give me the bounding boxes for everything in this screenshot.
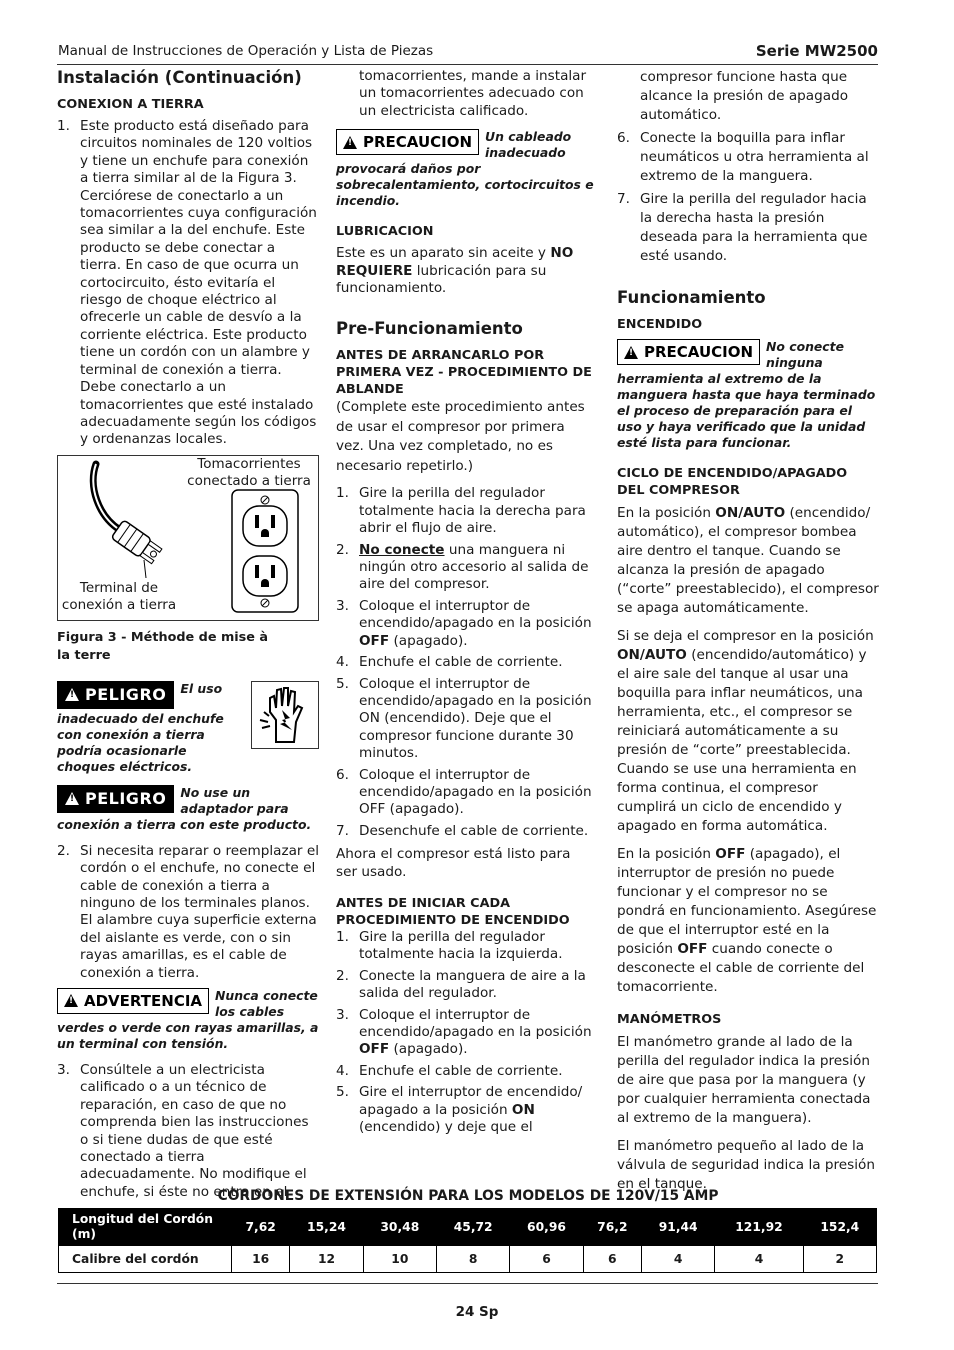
danger-badge: ! PELIGRO: [57, 681, 174, 709]
caution-text: Un cableado inadecuado provocará daños por sobrecalentamiento, cortocircuitos e incendio.: [336, 129, 594, 209]
table-cell: 152,4: [803, 1209, 876, 1246]
continued-text: compresor funcione hasta que alcance la presión de apagado automático.: [640, 69, 849, 123]
header-rule: [57, 64, 878, 65]
table-cell: 91,44: [642, 1209, 715, 1246]
warning-badge: ! ADVERTENCIA: [57, 988, 209, 1014]
manual-title: Manual de Instrucciones de Operación y Lista de Piezas: [58, 43, 434, 59]
subhead-gauges: MANÓMETROS: [617, 1012, 722, 1027]
danger-badge: ! PELIGRO: [57, 785, 174, 813]
list-item: 6. Conecte la boquilla para inflar neumáticos u otra herramienta al extremo de la manguera.: [617, 130, 869, 184]
column-2: [336, 68, 594, 1142]
table-cell: 6: [583, 1246, 641, 1273]
table-cell: 76,2: [583, 1209, 641, 1246]
subhead-each-start: ANTES DE INICIAR CADA PROCEDIMIENTO DE ENCENDIDO: [336, 895, 570, 928]
grounding-list-cont: [57, 843, 319, 982]
danger-text-1: El uso inadecuado del enchufe con conexión a tierra podría ocasionarle choques eléctricos.: [57, 680, 224, 774]
danger-text-2: No use un adaptador para conexión a tierra con este producto.: [57, 784, 312, 832]
list-item: 3. Coloque el interruptor de encendido/apagado en la posición OFF (apagado).: [336, 1006, 592, 1058]
list-item: 2. Si necesita reparar o reemplazar el cordón o el enchufe, no conecte el cable de conexión a tierra a ninguno de los terminales planos. El alambre cuya superficie externa del aislante es verde, con o sin rayas amarillas, es el cable de conexión a tierra.: [57, 842, 319, 981]
list-item: 3. Consúltele a un electricista calificado o a un técnico de reparación, en caso de que no comprenda bien las instrucciones o si tiene dudas de que esté conectado a tierra adecuadamente. No modifique el enchufe, si éste no entra en el: [57, 1061, 309, 1200]
list-item: 4. Enchufe el cable de corriente.: [336, 1062, 563, 1079]
lubrication-text: Este es un aparato sin aceite y NO REQUIERE lubricación para su funcionamiento.: [336, 245, 574, 297]
cycle-text-1: En la posición ON/AUTO (encendido/ automático), el compresor bombea aire dentro el tanque. Cuando se alcanza la presión de apagado (“corte” preestablecido), el compresor se apaga automáticamente.: [617, 505, 879, 616]
start-steps: [336, 929, 594, 1136]
list-item: 2. No conecte una manguera ni ningún otro accesorio al salida de aire del compresor.: [336, 541, 589, 593]
list-item: 7. Desenchufe el cable de corriente.: [336, 822, 589, 839]
subhead-break-in: ANTES DE ARRANCARLO POR PRIMERA VEZ - PROCEDIMIENTO DE ABLANDE: [336, 348, 592, 398]
figure-3: [57, 455, 319, 621]
row-label-gauge: Calibre del cordón: [59, 1246, 232, 1273]
page-number: 24 Sp: [455, 1304, 499, 1320]
figure-caption: Figura 3 - Méthode de mise à la terre: [57, 629, 269, 663]
table-cell: 16: [232, 1246, 290, 1273]
cycle-text-3: En la posición OFF (apagado), el interruptor de presión no puede funcionar y el compresor no se pondrá en funcionamiento. Asegúrese de que el interruptor esté en la posición OFF cuando conecte o desconecte el cable de corriente del tomacorriente.: [617, 846, 877, 995]
caution-badge: ! PRECAUCION: [336, 129, 479, 155]
section-title-installation: Instalación (Continuación): [57, 68, 302, 87]
danger-notice-2: [57, 785, 319, 833]
warning-notice: [57, 988, 319, 1052]
warning-text: Nunca conecte los cables verdes o verde con rayas amarillas, a un terminal con tensión.: [57, 987, 319, 1051]
table-row: [59, 1246, 877, 1273]
list-item: 7. Gire la perilla del regulador hacia la derecha hasta la presión deseada para la herramienta que esté usando.: [617, 191, 868, 264]
subhead-grounding: CONEXION A TIERRA: [57, 97, 204, 112]
caution-badge: ! PRECAUCION: [617, 339, 760, 365]
table-cell: 7,62: [232, 1209, 290, 1246]
subhead-lubrication: LUBRICACION: [336, 224, 434, 240]
electric-shock-icon: [251, 681, 319, 749]
warning-triangle-icon: !: [65, 688, 79, 701]
table-row: [59, 1209, 877, 1246]
list-item: 2. Conecte la manguera de aire a la salida del regulador.: [336, 967, 586, 1002]
table-cell: 12: [290, 1246, 363, 1273]
grounding-list: [57, 118, 319, 449]
caution-notice: [336, 129, 594, 209]
warning-triangle-icon: !: [64, 994, 78, 1007]
warning-triangle-icon: !: [624, 346, 638, 359]
list-item: 1. Gire la perilla del regulador totalmente hacia la izquierda.: [336, 928, 563, 963]
label-terminal: Terminal de conexión a tierra: [61, 579, 177, 613]
table-cell: 8: [437, 1246, 510, 1273]
ready-text: Ahora el compresor está listo para ser usado.: [336, 846, 571, 880]
table-cell: 121,92: [715, 1209, 803, 1246]
caution-text: No conecte ninguna herramienta al extremo de la manguera hasta que haya terminado el proceso de preparación para el uso y haya verificado que la unidad esté lista para funcionar.: [617, 339, 876, 450]
list-item: 1. Gire la perilla del regulador totalmente hacia la derecha para abrir el flujo de aire.: [336, 485, 586, 537]
continued-text: tomacorrientes, mande a instalar un tomacorrientes adecuado con un electricista calificado.: [359, 68, 587, 119]
gauge-text-2: El manómetro pequeño al lado de la válvula de seguridad indica la presión en el tanque.: [617, 1138, 875, 1192]
danger-notice-1: [57, 681, 319, 775]
column-1: [57, 68, 319, 1207]
footer-rule: [57, 1283, 878, 1284]
list-item: 5. Coloque el interruptor de encendido/apagado en la posición ON (encendido). Deje que el compresor funcione durante 30 minutos.: [336, 675, 592, 762]
table-cell: 15,24: [290, 1209, 363, 1246]
break-in-steps: [336, 485, 594, 840]
table-cell: 45,72: [437, 1209, 510, 1246]
cycle-text-2: Si se deja el compresor en la posición ON/AUTO (encendido/automático) y el aire sale del tanque al usar una boquilla para inflar neumáticos, una herramienta, etc., el compresor se reiniciará automáticamente a su presión de “corte” preestablecida. Cuando se use una herramienta en forma continua, el compresor cumplirá un ciclo de encendido y apagado en forma automática.: [617, 628, 874, 834]
list-item: 6. Coloque el interruptor de encendido/apagado en la posición OFF (apagado).: [336, 766, 592, 818]
list-item: 3. Coloque el interruptor de encendido/apagado en la posición OFF (apagado).: [336, 597, 592, 649]
table-cell: 10: [363, 1246, 436, 1273]
table-cell: 60,96: [510, 1209, 583, 1246]
cord-table: [58, 1208, 877, 1273]
table-cell: 2: [803, 1246, 876, 1273]
section-title-pre-operation: Pre-Funcionamiento: [336, 319, 523, 339]
table-cell: 4: [642, 1246, 715, 1273]
table-cell: 30,48: [363, 1209, 436, 1246]
cord-table-title: CORDONES DE EXTENSIÓN PARA LOS MODELOS DE 120V/15 AMP: [217, 1188, 719, 1204]
warning-triangle-icon: !: [65, 792, 79, 805]
series-label: Serie MW2500: [755, 42, 878, 60]
subhead-power-on: ENCENDIDO: [617, 317, 703, 332]
label-outlet: Tomacorrientes conectado a tierra: [187, 455, 311, 489]
break-in-intro: (Complete este procedimiento antes de usar el compresor por primera vez. Una vez completado, no es necesario repetirlo.): [336, 399, 585, 474]
list-item: 1. Este producto está diseñado para circuitos nominales de 120 voltios y tiene un enchufe para conexión a tierra similar al de la Figura 3. Cerciórese de conectarlo a un tomacorrientes cuya configuración sea similar a la del enchufe. Este producto se debe conectar a tierra. En caso de que ocurra un cortocircuito, ésto evitaría el riesgo de choque eléctrico al ofrecerle un cable de desvío a la corriente eléctrica. Este producto tiene un cordón con un alambre y terminal de conexión a tierra. Debe conectarlo a un tomacorrientes que esté instalado adecuadamente según los códigos y ordenanzas locales.: [57, 118, 317, 448]
section-title-operation: Funcionamiento: [617, 288, 766, 307]
caution-notice: [617, 339, 879, 451]
list-item: 4. Enchufe el cable de corriente.: [336, 654, 563, 671]
subhead-cycle: CICLO DE ENCENDIDO/APAGADO DEL COMPRESOR: [617, 466, 848, 498]
row-label-length: Longitud del Cordón (m): [59, 1209, 232, 1246]
table-cell: 6: [510, 1246, 583, 1273]
list-item: 5. Gire el interruptor de encendido/ apagado a la posición ON (encendido) y deje que el: [336, 1084, 583, 1136]
gauge-text-1: El manómetro grande al lado de la perilla del regulador indica la presión de aire que pasa por la manguera (y por cualquier herramienta conectada al extremo de la manguera).: [617, 1034, 871, 1126]
table-cell: 4: [715, 1246, 803, 1273]
warning-triangle-icon: !: [343, 136, 357, 149]
start-steps-cont: [617, 129, 879, 266]
column-3: [617, 68, 879, 1203]
grounding-list-cont-2: [57, 1062, 319, 1201]
